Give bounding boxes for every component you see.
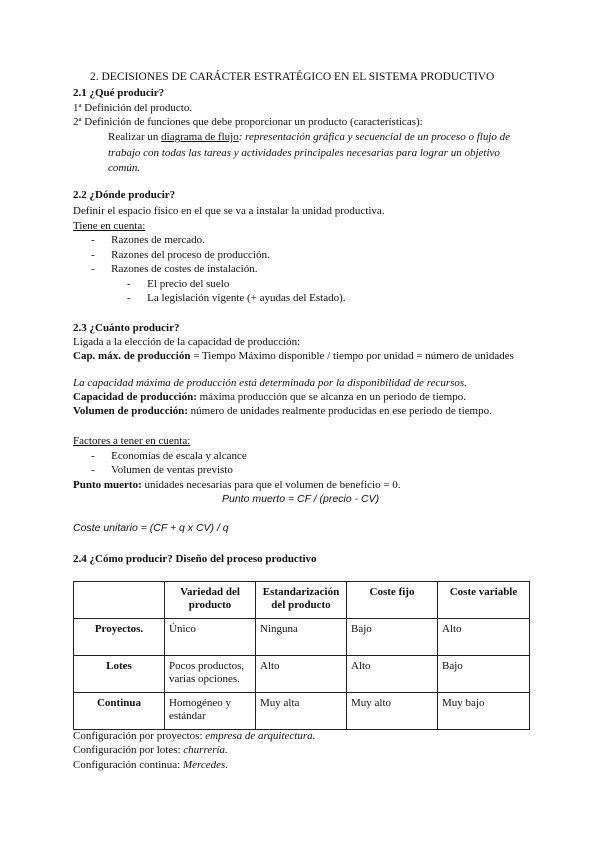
list-item-text: El precio del suelo xyxy=(147,278,230,290)
heading-2-1: 2.1 ¿Qué producir? xyxy=(73,87,165,99)
label: Cap. máx. de producción xyxy=(73,350,191,362)
cell: Bajo xyxy=(347,619,438,656)
process-table xyxy=(73,581,530,730)
label: Configuración por proyectos: xyxy=(73,730,206,742)
paragraph: Ligada a la elección de la capacidad de producción: xyxy=(73,336,301,348)
paragraph xyxy=(108,130,510,144)
label: Configuración por lotes: xyxy=(73,744,184,756)
example: churrería. xyxy=(183,744,228,756)
paragraph: La capacidad máxima de producción está determinada por la disponibilidad de recursos. xyxy=(73,377,467,389)
paragraph xyxy=(73,404,492,418)
list-item-text: Economías de escala y alcance xyxy=(111,450,247,462)
config-line xyxy=(73,729,315,743)
list-item: - Volumen de ventas previsto xyxy=(91,464,233,476)
text: = Tiempo Máximo disponible / tiempo por unidad = número de unidades xyxy=(190,350,514,362)
text: número de unidades realmente producidas en ese periodo de tiempo. xyxy=(187,405,492,417)
cell: Bajo xyxy=(438,656,530,693)
example: Mercedes. xyxy=(182,759,229,771)
subheading: Factores a tener en cuenta: xyxy=(73,435,191,447)
paragraph: 1ª Definición del producto. xyxy=(73,102,193,114)
section-title: 2. DECISIONES DE CARÁCTER ESTRATÉGICO EN EL SISTEMA PRODUCTIVO xyxy=(90,71,495,83)
text: unidades necesarias para que el volumen de beneficio = 0. xyxy=(141,479,401,491)
cell: Muy alto xyxy=(347,693,438,730)
cell: Alto xyxy=(347,656,438,693)
heading-2-2: 2.2 ¿Dónde producir? xyxy=(73,189,176,201)
text: : representación gráfica y secuencial de un proceso o flujo de xyxy=(238,131,511,143)
header-cell xyxy=(74,582,165,619)
header-cell: Variedad del producto xyxy=(165,582,256,619)
list-item: - La legislación vigente (+ ayudas del Estado). xyxy=(127,292,346,304)
list-item: - Razones de mercado. xyxy=(91,234,205,246)
list-item-text: Razones del proceso de producción. xyxy=(111,249,270,261)
list-item-text: Volumen de ventas previsto xyxy=(111,464,233,476)
label: Volumen de producción: xyxy=(73,405,188,417)
heading-2-3: 2.3 ¿Cuánto producir? xyxy=(73,322,180,334)
header-cell: Estandarización del producto xyxy=(256,582,347,619)
paragraph xyxy=(73,349,514,363)
text: máxima producción que se alcanza en un periodo de tiempo. xyxy=(196,391,466,403)
paragraph: 2ª Definición de funciones que debe proporcionar un producto (características): xyxy=(73,116,423,128)
heading-2-4: 2.4 ¿Cómo producir? Diseño del proceso productivo xyxy=(73,553,317,565)
list-item: - El precio del suelo xyxy=(127,278,230,290)
config-line xyxy=(73,758,228,772)
table-row xyxy=(74,619,530,656)
list-item: - Economías de escala y alcance xyxy=(91,450,247,462)
list-item: - Razones del proceso de producción. xyxy=(91,249,270,261)
paragraph: común. xyxy=(108,162,141,174)
table-row xyxy=(74,656,530,693)
paragraph: trabajo con todas las tareas y actividades principales necesarias para lograr un objetivo xyxy=(108,147,500,159)
label: Capacidad de producción: xyxy=(73,391,197,403)
label: Punto muerto: xyxy=(73,479,142,491)
label: Configuración continua: xyxy=(73,759,183,771)
list-item-text: La legislación vigente (+ ayudas del Estado). xyxy=(147,292,346,304)
cell: Pocos productos, varias opciones. xyxy=(165,656,256,693)
formula: Punto muerto = CF / (precio - CV) xyxy=(222,493,380,505)
example: empresa de arquitectura. xyxy=(205,730,316,742)
table-row xyxy=(74,693,530,730)
list-item: - Razones de costes de instalación. xyxy=(91,263,258,275)
cell: Alto xyxy=(438,619,530,656)
list-item-text: Razones de mercado. xyxy=(111,234,205,246)
config-line xyxy=(73,743,228,757)
diagrama-link-text: diagrama de flujo xyxy=(161,131,239,143)
list-item-text: Razones de costes de instalación. xyxy=(111,263,258,275)
header-cell: Coste variable xyxy=(438,582,530,619)
paragraph xyxy=(73,478,401,492)
paragraph xyxy=(73,390,466,404)
table-header-row xyxy=(74,582,530,619)
subheading: Tiene en cuenta: xyxy=(73,220,146,232)
cell: Ninguna xyxy=(256,619,347,656)
text: Realizar un xyxy=(108,131,162,143)
cell: Único xyxy=(165,619,256,656)
formula: Coste unitario = (CF + q x CV) / q xyxy=(73,522,229,534)
cell: Alto xyxy=(256,656,347,693)
paragraph: Definir el espacio físico en el que se va a instalar la unidad productiva. xyxy=(73,205,385,217)
cell: Homogéneo y estándar xyxy=(165,693,256,730)
header-cell: Coste fijo xyxy=(347,582,438,619)
row-header: Proyectos. xyxy=(74,619,165,656)
row-header: Lotes xyxy=(74,656,165,693)
cell: Muy bajo xyxy=(438,693,530,730)
row-header: Continua xyxy=(74,693,165,730)
cell: Muy alta xyxy=(256,693,347,730)
